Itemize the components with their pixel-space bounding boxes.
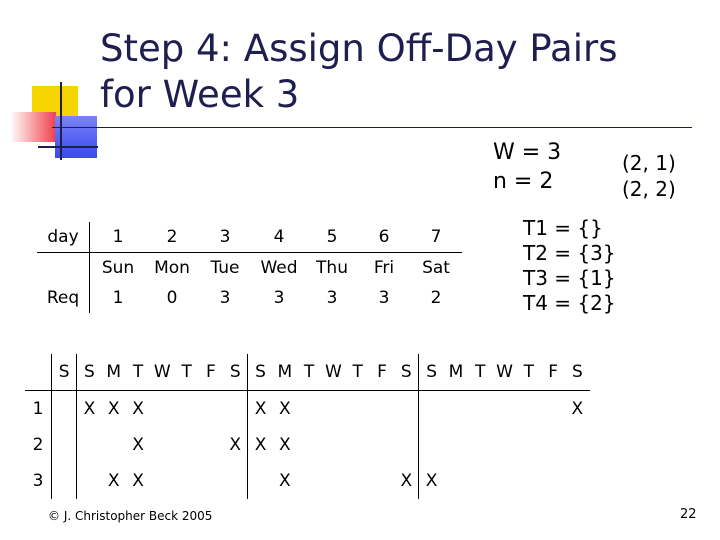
schedule-cell [468, 391, 492, 428]
schedule-day-header: F [199, 354, 223, 391]
schedule-cell: X [278, 471, 291, 491]
schedule-cell [444, 427, 468, 463]
day-name-cell: Sat [422, 258, 450, 278]
day-cell: 7 [410, 222, 462, 253]
schedule-cell [541, 463, 565, 499]
schedule-cell [370, 391, 394, 428]
row-label-empty [37, 253, 90, 284]
day-name-cell: Tue [210, 258, 240, 278]
schedule-day-header: T [174, 354, 198, 391]
day-name-cell: Fri [373, 258, 395, 278]
schedule-day-header: M [273, 354, 297, 391]
schedule-day-header: M [102, 354, 126, 391]
req-cell: 3 [219, 288, 231, 308]
schedule-cell [150, 391, 174, 428]
schedule-day-header: S [223, 354, 248, 391]
pair-2: (2, 2) [622, 177, 676, 201]
set-t1: T1 = {} [523, 216, 603, 240]
schedule-cell [468, 463, 492, 499]
schedule-cell [102, 427, 126, 463]
schedule-cell: X [132, 471, 144, 491]
schedule-day-header: W [321, 354, 345, 391]
schedule-row [25, 463, 590, 499]
schedule-cell [444, 463, 468, 499]
day-number-row [37, 222, 462, 253]
schedule-cell [150, 427, 174, 463]
schedule-cell [370, 463, 394, 499]
schedule-day-header: S [52, 354, 77, 391]
req-cell: 0 [166, 288, 178, 308]
schedule-cell [174, 427, 198, 463]
schedule-cell [199, 427, 223, 463]
schedule-row [25, 427, 590, 463]
row-label-req: Req [37, 283, 90, 313]
schedule-cell [346, 391, 370, 428]
schedule-cell [52, 427, 77, 463]
schedule-cell [321, 427, 345, 463]
page-number: 22 [680, 507, 697, 522]
schedule-cell [394, 427, 419, 463]
schedule-cell [223, 391, 248, 428]
schedule-cell [77, 427, 102, 463]
schedule-cell [346, 427, 370, 463]
schedule-day-header: T [468, 354, 492, 391]
type-sets [523, 216, 616, 316]
req-cell: 3 [273, 288, 285, 308]
day-cell: 2 [146, 222, 198, 253]
schedule-cell [541, 391, 565, 428]
schedule-cell [174, 463, 198, 499]
n-value: n = 2 [493, 169, 554, 194]
schedule-cell [346, 463, 370, 499]
schedule-cell: X [83, 399, 96, 419]
schedule-cell: X [571, 399, 584, 419]
schedule-day-header: M [444, 354, 468, 391]
schedule-cell: X [107, 399, 120, 419]
schedule-cell [492, 463, 516, 499]
schedule-cell [52, 391, 77, 428]
day-name-cell: Sun [101, 258, 135, 278]
schedule-day-header: T [126, 354, 150, 391]
schedule-cell [565, 463, 589, 499]
schedule-row-label: 2 [25, 427, 52, 463]
day-name-cell: Thu [316, 258, 348, 278]
schedule-day-header: F [370, 354, 394, 391]
schedule-cell: X [394, 463, 419, 499]
schedule-cell [297, 391, 321, 428]
schedule-day-header: W [492, 354, 516, 391]
schedule-row-label: 3 [25, 463, 52, 499]
schedule-cell [77, 463, 102, 499]
slide-title [100, 26, 618, 118]
set-t4: T4 = {2} [523, 291, 616, 315]
schedule-cell [517, 391, 541, 428]
schedule-cell: X [132, 435, 144, 455]
row-label-day: day [37, 222, 90, 253]
schedule-cell [150, 463, 174, 499]
pair-1: (2, 1) [622, 151, 676, 175]
schedule-cell: X [132, 399, 144, 419]
schedule-day-header: S [419, 354, 444, 391]
copyright-footer: © J. Christopher Beck 2005 [48, 509, 213, 523]
schedule-day-header: S [565, 354, 589, 391]
schedule-day-header: T [297, 354, 321, 391]
day-cell: 6 [358, 222, 410, 253]
schedule-corner [25, 354, 52, 391]
day-cell: 1 [90, 222, 147, 253]
schedule-cell [541, 427, 565, 463]
set-t3: T3 = {1} [523, 266, 616, 290]
schedule-cell [199, 463, 223, 499]
schedule-cell: X [223, 427, 248, 463]
schedule-cell [321, 391, 345, 428]
requirements-table [37, 222, 462, 313]
schedule-cell [297, 463, 321, 499]
day-name-cell: Wed [260, 258, 298, 278]
schedule-cell [297, 427, 321, 463]
schedule-header-row [25, 354, 590, 391]
schedule-day-header: W [150, 354, 174, 391]
schedule-day-header: S [248, 354, 273, 391]
title-line-2: for Week 3 [100, 73, 300, 116]
schedule-cell [174, 391, 198, 428]
schedule-cell: X [425, 471, 438, 491]
schedule-cell [468, 427, 492, 463]
schedule-cell [517, 463, 541, 499]
schedule-cell [492, 391, 516, 428]
schedule-cell [321, 463, 345, 499]
off-day-pairs [622, 150, 676, 202]
schedule-row-label: 1 [25, 391, 52, 428]
schedule-cell [52, 463, 77, 499]
schedule-cell: X [278, 435, 291, 455]
requirement-row [37, 283, 462, 313]
schedule-day-header: F [541, 354, 565, 391]
schedule-cell [223, 463, 248, 499]
logo-vertical-line [60, 82, 62, 160]
schedule-cell: X [254, 435, 267, 455]
parameters [493, 138, 561, 196]
schedule-cell [565, 427, 589, 463]
schedule-cell [199, 391, 223, 428]
req-cell: 3 [326, 288, 338, 308]
schedule-cell: X [278, 399, 291, 419]
day-cell: 5 [306, 222, 358, 253]
schedule-cell [444, 391, 468, 428]
red-bar [10, 112, 56, 142]
day-cell: 3 [198, 222, 252, 253]
title-underline [52, 127, 692, 128]
schedule-cell [394, 391, 419, 428]
req-cell: 3 [378, 288, 390, 308]
schedule-cell [492, 427, 516, 463]
schedule-day-header: T [517, 354, 541, 391]
schedule-cell [419, 391, 444, 428]
schedule-cell: X [107, 471, 120, 491]
schedule-table [25, 354, 590, 499]
day-cell: 4 [252, 222, 306, 253]
set-t2: T2 = {3} [523, 241, 616, 265]
req-cell: 2 [430, 288, 442, 308]
schedule-cell [370, 427, 394, 463]
schedule-cell [517, 427, 541, 463]
schedule-day-header: T [346, 354, 370, 391]
schedule-cell [248, 463, 273, 499]
day-name-row [37, 253, 462, 284]
schedule-day-header: S [77, 354, 102, 391]
schedule-row [25, 391, 590, 428]
w-value: W = 3 [493, 140, 562, 165]
schedule-cell: X [254, 399, 267, 419]
schedule-day-header: S [394, 354, 419, 391]
logo-horizontal-line [38, 146, 98, 148]
title-line-1: Step 4: Assign Off-Day Pairs [100, 27, 618, 70]
schedule-cell [419, 427, 444, 463]
req-cell: 1 [112, 288, 124, 308]
day-name-cell: Mon [154, 258, 190, 278]
